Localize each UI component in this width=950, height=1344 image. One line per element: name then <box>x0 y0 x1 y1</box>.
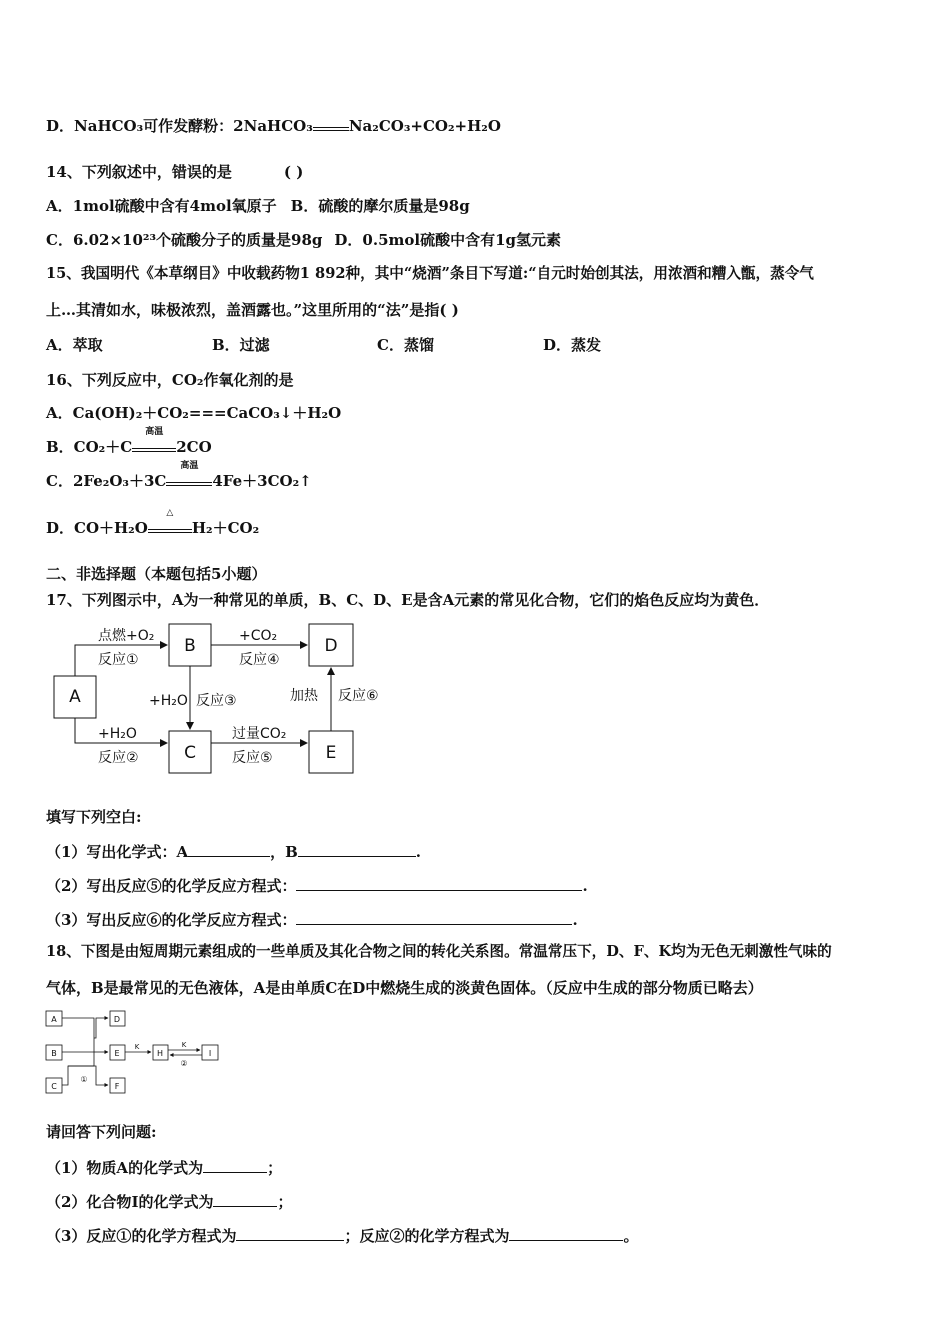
q15-stem-line2: 上…其清如水，味极浓烈，盖酒露也。”这里所用的“法”是指( ) <box>46 301 459 319</box>
reaction-condition: 高温 <box>145 427 164 437</box>
q17-part2-end: . <box>582 877 588 895</box>
label-r1-bottom: 反应① <box>98 652 139 668</box>
q17-fill-instruction: 填写下列空白: <box>46 808 142 826</box>
node-A: A <box>69 687 81 707</box>
q18-part3-end: 。 <box>623 1227 639 1245</box>
q16-option-c-reactants: C．2Fe₂O₃＋3C <box>46 472 167 490</box>
label-reaction-1: ① <box>80 1075 88 1084</box>
answer-blank-reaction-5[interactable] <box>296 874 582 891</box>
node-D: D <box>113 1015 121 1024</box>
q13-option-d-label: D．NaHCO₃可作发酵粉：2NaHCO₃ <box>46 117 313 135</box>
node-B: B <box>51 1049 57 1058</box>
label-K-reverse: K <box>181 1041 187 1049</box>
section-heading: 二、非选择题（本题包括5小题） <box>46 565 267 583</box>
q15-option-d: D．蒸发 <box>543 336 602 354</box>
label-r2-top: +H₂O <box>98 726 137 742</box>
equation-condition-arrow <box>148 508 192 533</box>
q16-option-a: A．Ca(OH)₂＋CO₂===CaCO₃↓＋H₂O <box>46 404 342 422</box>
label-r6-right: 反应⑥ <box>338 688 379 704</box>
q14-option-c: C．6.02×10²³个硫酸分子的质量是98g <box>46 231 323 249</box>
label-K-forward: K <box>134 1043 140 1051</box>
answer-blank-reaction-6[interactable] <box>296 908 572 925</box>
label-r6-left: 加热 <box>290 688 318 704</box>
q16-option-d <box>46 508 260 538</box>
answer-blank-B[interactable] <box>298 840 416 857</box>
q13-option-d-products: Na₂CO₃+CO₂+H₂O <box>348 117 501 135</box>
node-E: E <box>114 1049 120 1058</box>
label-r5-bottom: 反应⑤ <box>232 750 273 766</box>
node-D: D <box>324 636 338 656</box>
q16-option-b <box>46 427 212 457</box>
q14-stem <box>46 162 303 182</box>
node-F: F <box>114 1082 120 1091</box>
q17-part1-b-label: ，B <box>270 843 298 861</box>
q17-part3-end: . <box>572 911 578 929</box>
q18-part3-b-label: ；反应②的化学方程式为 <box>344 1227 510 1245</box>
q18-part3-a-label: （3）反应①的化学方程式为 <box>46 1227 237 1245</box>
q18-part2 <box>46 1190 292 1212</box>
answer-blank-A[interactable] <box>188 840 270 857</box>
q17-reaction-diagram <box>46 618 379 780</box>
q18-part2-label: （2）化合物I的化学式为 <box>46 1193 214 1211</box>
q18-part1-end: ； <box>267 1159 283 1177</box>
label-reaction-2: ② <box>180 1059 188 1068</box>
q15-option-a: A．萃取 <box>46 336 103 354</box>
reaction-condition: △ <box>166 508 174 518</box>
q18-ask: 请回答下列问题: <box>46 1123 157 1141</box>
equation-condition-arrow <box>132 427 176 452</box>
q17-part1-a-label: （1）写出化学式：A <box>46 843 189 861</box>
node-C: C <box>51 1082 57 1091</box>
answer-blank-reaction-1[interactable] <box>236 1224 344 1241</box>
q14-answer-paren: ( ) <box>283 163 304 181</box>
label-r3-right: 反应③ <box>196 693 237 709</box>
equation-condition-arrow <box>313 117 349 131</box>
label-r1-top: 点燃+O₂ <box>98 628 155 644</box>
q15-option-c: C．蒸馏 <box>377 336 434 354</box>
q14-options-cd <box>46 230 561 250</box>
node-C: C <box>184 743 196 763</box>
q18-stem-line1: 18、下图是由短周期元素组成的一些单质及其化合物之间的转化关系图。常温常压下，D、F、K均为无色无刺激性气味的 <box>46 943 832 960</box>
q17-part2-label: （2）写出反应⑤的化学反应方程式： <box>46 877 297 895</box>
node-E: E <box>325 743 337 763</box>
answer-blank-reaction-2[interactable] <box>509 1224 623 1241</box>
q17-part1 <box>46 840 421 862</box>
q16-option-c <box>46 461 312 491</box>
q16-option-b-products: 2CO <box>176 438 212 456</box>
q18-part1-label: （1）物质A的化学式为 <box>46 1159 204 1177</box>
node-A: A <box>51 1015 57 1024</box>
answer-blank-I-formula[interactable] <box>213 1190 277 1207</box>
node-H: H <box>156 1049 164 1058</box>
label-r4-bottom: 反应④ <box>239 652 280 668</box>
q14-option-d: D．0.5mol硫酸中含有1g氢元素 <box>334 231 562 249</box>
q14-options-ab <box>46 196 470 216</box>
q16-option-c-products: 4Fe＋3CO₂↑ <box>212 472 312 490</box>
q18-part2-end: ； <box>277 1193 293 1211</box>
reaction-condition: 高温 <box>180 461 199 471</box>
label-r2-bottom: 反应② <box>98 750 139 766</box>
label-r5-top: 过量CO₂ <box>232 726 287 742</box>
q17-part3-label: （3）写出反应⑥的化学反应方程式： <box>46 911 297 929</box>
q18-conversion-diagram <box>44 1008 224 1098</box>
q16-option-d-reactants: D．CO＋H₂O <box>46 519 148 537</box>
q17-part2 <box>46 874 588 896</box>
q15-option-b: B．过滤 <box>212 336 270 354</box>
q17-part1-end: . <box>415 843 421 861</box>
q14-stem-text: 14、下列叙述中，错误的是 <box>46 163 232 181</box>
q16-stem: 16、下列反应中，CO₂作氧化剂的是 <box>46 371 294 389</box>
q17-stem: 17、下列图示中，A为一种常见的单质，B、C、D、E是含A元素的常见化合物，它们的焰色反应均为黄色． <box>46 591 770 609</box>
equation-condition-arrow <box>166 461 212 486</box>
q18-part1 <box>46 1156 282 1178</box>
label-r3-left: +H₂O <box>149 693 188 709</box>
node-B: B <box>184 636 196 656</box>
q18-part3 <box>46 1224 638 1246</box>
q18-stem-line2: 气体，B是最常见的无色液体，A是由单质C在D中燃烧生成的淡黄色固体。（反应中生成的部分物质已略去） <box>46 979 763 997</box>
q13-option-d <box>46 116 501 136</box>
q14-option-a: A．1mol硫酸中含有4mol氧原子 <box>46 197 277 215</box>
q17-part3 <box>46 908 578 930</box>
q16-option-b-reactants: B．CO₂＋C <box>46 438 133 456</box>
answer-blank-A-formula[interactable] <box>203 1156 267 1173</box>
node-I: I <box>208 1049 212 1058</box>
q14-option-b: B．硫酸的摩尔质量是98g <box>290 197 470 215</box>
label-r4-top: +CO₂ <box>239 628 278 644</box>
q16-option-d-products: H₂＋CO₂ <box>191 519 260 537</box>
q15-stem-line1: 15、我国明代《本草纲目》中收载药物1 892种，其中“烧酒”条目下写道:“自元时始创其法，用浓酒和糟入甑，蒸令气 <box>46 265 814 282</box>
